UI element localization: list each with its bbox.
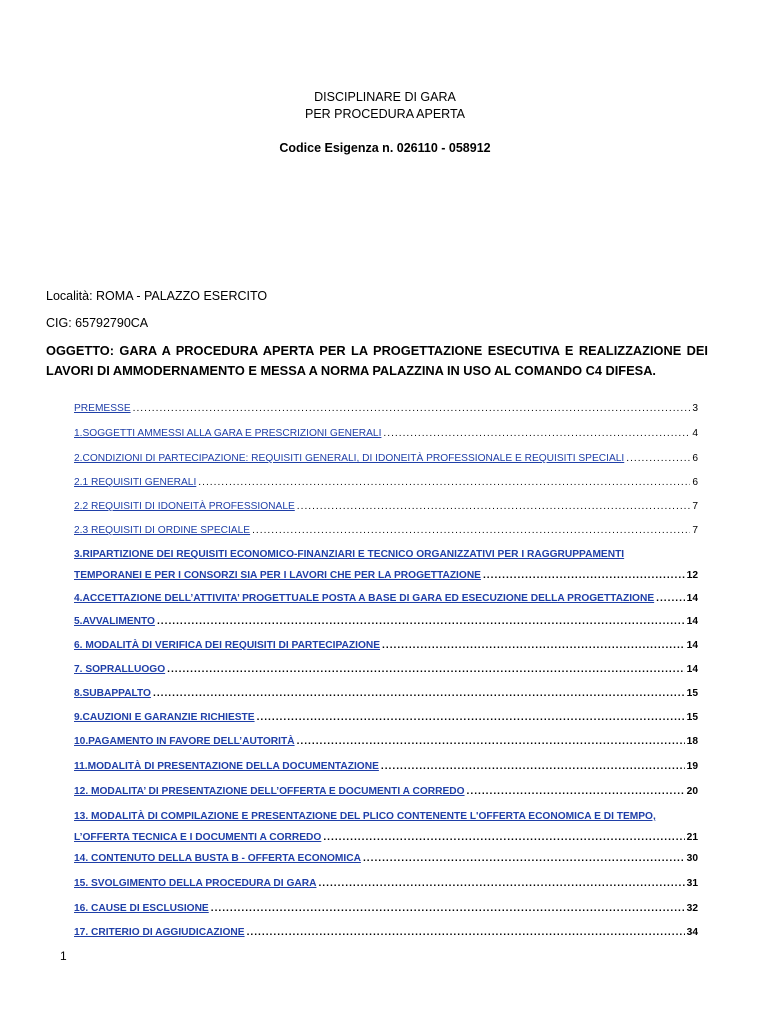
- toc-page-number: 32: [686, 903, 698, 914]
- toc-entry[interactable]: [74, 549, 698, 584]
- toc-entry[interactable]: [74, 688, 698, 702]
- toc-entry-title[interactable]: 12. MODALITA’ DI PRESENTAZIONE DELL’OFFERTA E DOCUMENTI A CORREDO: [74, 786, 465, 797]
- toc-page-number: 20: [686, 786, 698, 797]
- toc-dot-leader: [198, 477, 690, 488]
- toc-dot-leader: [467, 786, 685, 797]
- toc-entry-number[interactable]: 1.: [74, 428, 83, 439]
- toc-entry-title[interactable]: 5.AVVALIMENTO: [74, 616, 155, 627]
- toc-entry[interactable]: [74, 878, 698, 892]
- title-line-2: PER PROCEDURA APERTA: [305, 107, 465, 121]
- toc-entry-title-line[interactable]: 13. MODALITÀ DI COMPILAZIONE E PRESENTAZIONE DEL PLICO CONTENENTE L'OFFERTA ECONOMICA E DI TEMPO,: [74, 811, 656, 822]
- toc-dot-leader: [247, 927, 685, 938]
- location-line: Località: ROMA - PALAZZO ESERCITO: [46, 289, 268, 303]
- toc-page-number: 19: [686, 761, 698, 772]
- code-esigenza: Codice Esigenza n. 026110 - 058912: [279, 141, 491, 155]
- toc-entry[interactable]: [74, 428, 698, 442]
- toc-entry[interactable]: [74, 525, 698, 539]
- toc-page-number: 14: [686, 640, 698, 651]
- toc-entry[interactable]: [74, 477, 698, 491]
- toc-page-number: 18: [686, 736, 698, 747]
- toc-entry-title[interactable]: 8.SUBAPPALTO: [74, 688, 151, 699]
- toc-entry-title[interactable]: 2.1 REQUISITI GENERALI: [74, 477, 197, 488]
- toc-page-number: 15: [686, 688, 698, 699]
- page-number: 1: [60, 949, 67, 963]
- toc-page-number: 6: [692, 477, 698, 488]
- toc-page-number: 14: [686, 664, 698, 675]
- toc-dot-leader: [383, 428, 690, 439]
- toc-entry-title[interactable]: 16. CAUSE DI ESCLUSIONE: [74, 903, 209, 914]
- toc-dot-leader: [133, 403, 691, 414]
- toc-entry-title[interactable]: SOGGETTI AMMESSI ALLA GARA E PRESCRIZIONI GENERALI: [82, 428, 382, 439]
- toc-page-number: 12: [686, 570, 698, 581]
- toc-entry[interactable]: [74, 453, 698, 467]
- toc-page-number: 3: [692, 403, 698, 414]
- toc-entry[interactable]: [74, 593, 698, 607]
- toc-entry-title[interactable]: PREMESSE: [74, 403, 131, 414]
- toc-entry-title[interactable]: 17. CRITERIO DI AGGIUDICAZIONE: [74, 927, 245, 938]
- toc-entry-title[interactable]: 9.CAUZIONI E GARANZIE RICHIESTE: [74, 712, 255, 723]
- toc-entry-title-line[interactable]: 3.RIPARTIZIONE DEI REQUISITI ECONOMICO-FINANZIARI E TECNICO ORGANIZZATIVI PER I RAGGRUPPAMENTI: [74, 549, 625, 560]
- toc-page-number: 30: [686, 853, 698, 864]
- toc-dot-leader: [382, 640, 685, 651]
- toc-page-number: 14: [686, 616, 698, 627]
- toc-entry[interactable]: [74, 736, 698, 750]
- toc-page-number: 7: [692, 501, 698, 512]
- toc-entry[interactable]: [74, 501, 698, 515]
- toc-entry[interactable]: [74, 811, 698, 846]
- toc-page-number: 14: [686, 593, 698, 604]
- toc-page-number: 21: [686, 832, 698, 843]
- toc-entry-title[interactable]: TEMPORANEI E PER I CONSORZI SIA PER I LAVORI CHE PER LA PROGETTAZIONE: [74, 570, 481, 581]
- toc-entry-title[interactable]: 14. CONTENUTO DELLA BUSTA B - OFFERTA ECONOMICA: [74, 853, 361, 864]
- toc-entry-title[interactable]: 4.ACCETTAZIONE DELL’ATTIVITA’ PROGETTUALE POSTA A BASE DI GARA ED ESECUZIONE DELLA PROGETTAZIONE: [74, 593, 655, 604]
- toc-entry-title[interactable]: CONDIZIONI DI PARTECIPAZIONE: REQUISITI GENERALI, DI IDONEITÀ PROFESSIONALE E REQUISITI SPECIALI: [82, 453, 625, 464]
- toc-entry-number[interactable]: 2.: [74, 453, 83, 464]
- toc-dot-leader: [167, 664, 685, 675]
- toc-page-number: 15: [686, 712, 698, 723]
- toc-dot-leader: [297, 501, 691, 512]
- title-line-1: DISCIPLINARE DI GARA: [314, 90, 456, 104]
- cig-line: CIG: 65792790CA: [46, 316, 149, 330]
- toc-entry-title[interactable]: 7. SOPRALLUOGO: [74, 664, 166, 675]
- toc-entry[interactable]: [74, 853, 698, 867]
- toc-dot-leader: [483, 570, 685, 581]
- toc-entry[interactable]: [74, 664, 698, 678]
- toc-dot-leader: [211, 903, 685, 914]
- toc-entry-title[interactable]: 2.3 REQUISITI DI ORDINE SPECIALE: [74, 525, 251, 536]
- toc-entry[interactable]: [74, 712, 698, 726]
- toc-entry-title[interactable]: 2.2 REQUISITI DI IDONEITÀ PROFESSIONALE: [74, 501, 295, 512]
- toc-dot-leader: [257, 712, 685, 723]
- document-title: [0, 89, 770, 123]
- toc-dot-leader: [297, 736, 685, 747]
- toc-entry[interactable]: [74, 761, 698, 775]
- toc-entry[interactable]: [74, 403, 698, 417]
- toc-dot-leader: [323, 832, 684, 843]
- toc-entry[interactable]: [74, 640, 698, 654]
- toc-entry-title[interactable]: L’OFFERTA TECNICA E I DOCUMENTI A CORREDO: [74, 832, 322, 843]
- toc-entry[interactable]: [74, 786, 698, 800]
- subject-paragraph: OGGETTO: GARA A PROCEDURA APERTA PER LA PROGETTAZIONE ESECUTIVA E REALIZZAZIONE DEI LAVORI DI AMMODERNAMENTO E MESSA A NORMA PALAZZINA IN USO AL COMANDO C4 DIFESA.: [46, 343, 708, 378]
- toc-dot-leader: [363, 853, 685, 864]
- toc-entry-title[interactable]: 10.PAGAMENTO IN FAVORE DELL’AUTORITÀ: [74, 736, 295, 747]
- toc-page-number: 31: [686, 878, 698, 889]
- toc-dot-leader: [153, 688, 685, 699]
- toc-entry[interactable]: [74, 616, 698, 630]
- toc-dot-leader: [626, 453, 690, 464]
- toc-dot-leader: [157, 616, 685, 627]
- toc-page-number: 6: [692, 453, 698, 464]
- toc-entry[interactable]: [74, 927, 698, 941]
- toc-entry-title[interactable]: 6. MODALITÀ DI VERIFICA DEI REQUISITI DI PARTECIPAZIONE: [74, 640, 381, 651]
- toc-entry[interactable]: [74, 903, 698, 917]
- toc-entry-title[interactable]: 15. SVOLGIMENTO DELLA PROCEDURA DI GARA: [74, 878, 317, 889]
- toc-entry-title[interactable]: 11.MODALITÀ DI PRESENTAZIONE DELLA DOCUMENTAZIONE: [74, 761, 379, 772]
- toc-page-number: 34: [686, 927, 698, 938]
- toc-page-number: 7: [692, 525, 698, 536]
- toc-page-number: 4: [692, 428, 698, 439]
- toc-dot-leader: [381, 761, 685, 772]
- toc-dot-leader: [252, 525, 690, 536]
- toc-dot-leader: [656, 593, 685, 604]
- toc-dot-leader: [318, 878, 684, 889]
